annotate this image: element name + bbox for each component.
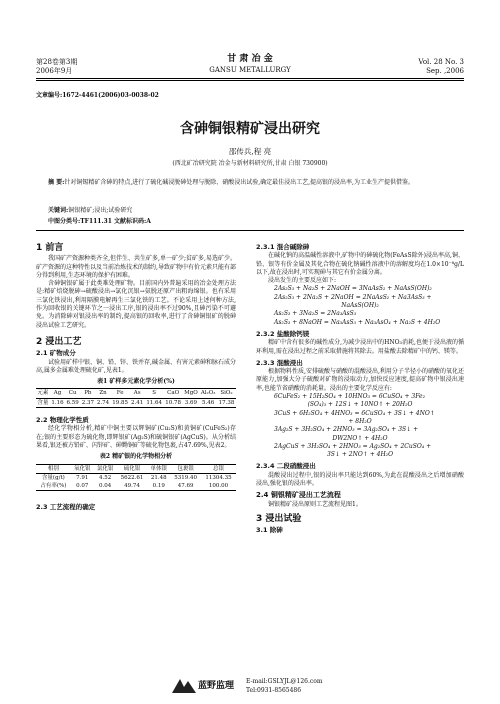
equation-8b: 3S↓ + 2NO↑ + 4H₂O <box>326 451 394 459</box>
abstract-text: 针对铜锡精矿含砷的特点,进行了硫化碱浸脱砷处理与脱除、硝酸浸出试验,确定最佳浸出工艺,提高银的浸出率,为工业生产提供借鉴。 <box>64 179 414 186</box>
abstract-rule <box>36 230 464 231</box>
table-2-row-1-cell-4: 0.19 <box>152 483 165 490</box>
section-2-1-text: 试验用矿样中银、铜、铅、锌、铁并存,碱金属、有害元素砷和脉石成分高,属多金属难处理硫化矿,见表1。 <box>36 358 236 374</box>
equation-1: 2As₂S₃ + Na₂S + 2NaOH = 3NaAsS₂ + NaAsS(OH)₂ <box>274 285 432 293</box>
equation-2b: NaAsS(OH)₂ <box>341 302 379 310</box>
table-1-cell-10: 5.46 <box>202 399 215 406</box>
table-2-header-cell-5: 包裹银 <box>177 465 194 472</box>
table-1 <box>36 388 236 408</box>
table-row <box>36 473 236 482</box>
table-2-row-0-cell-4: 21.48 <box>150 474 167 481</box>
table-2-row-0-cell-1: 7.91 <box>76 474 89 481</box>
equation-8a: 2AgCuS + 3H₂SO₄ + 2HNO₃ = Ag₂SO₄ + 2CuSO₄ + <box>274 442 432 450</box>
table-1-cell-8: 10.78 <box>165 399 181 406</box>
footer-email: E-mail:GSLYJL@126.com <box>246 678 323 685</box>
table-1-cell-2: 6.59 <box>66 399 79 406</box>
table-2-row-0-cell-5: 5319.40 <box>174 474 197 481</box>
table-2-header-cell-0: 相别 <box>47 465 59 472</box>
table-row <box>36 398 236 407</box>
table-2-row-1-cell-2: 0.04 <box>99 483 112 490</box>
table-1-header-cell-8: CaO <box>167 390 180 397</box>
section-2-3-3-text: 根据物料性质,安排硫酸与硝酸的混酸浸出,利用分子半径小的硝酸的氧化还原能力,加强大分子硫酸对矿物的浸取动力,加快反应速度,提高矿物中银浸出速率,也能节省硝酸的消耗量。浸出的主要化学反应有: <box>256 368 464 392</box>
table-2-header-cell-1: 氧化银 <box>73 465 91 472</box>
table-2-header-cell-6: 总银 <box>212 465 224 472</box>
table-2-row-1-cell-6: 100.00 <box>208 483 229 490</box>
table-1-cell-9: 3.69 <box>184 399 198 406</box>
section-2-heading: 2 浸出工艺 <box>36 336 82 347</box>
section-2-3-2-heading: 2.3.2 盐酸除钙镁 <box>256 329 310 338</box>
table-1-header-cell-4: Zn <box>99 390 107 397</box>
table-1-cell-6: 2.41 <box>131 399 144 406</box>
article-number: 文章编号:1672-4461(2006)03-0038-02 <box>36 92 159 99</box>
table-1-header-cell-5: Fe <box>116 390 124 397</box>
table-1-cell-11: 17.38 <box>218 399 235 406</box>
table-1-header-cell-10: Al₂O₃ <box>200 390 216 397</box>
section-2-4-heading: 2.4 铜银精矿浸出工艺流程 <box>256 491 341 500</box>
table-1-cell-3: 2.37 <box>81 399 94 406</box>
section-3-heading: 3 浸出试验 <box>256 513 302 524</box>
table-2 <box>36 464 236 492</box>
table-2-row-1-cell-1: 0.07 <box>76 483 89 490</box>
section-2-3-3-heading: 2.3.3 混酸浸出 <box>256 358 303 367</box>
journal-date-en: Sep. ,2006 <box>426 67 464 75</box>
table-2-row-1-cell-0: 占有率(%) <box>40 483 67 490</box>
equation-6a: 3CuS + 6H₂SO₄ + 4HNO₃ = 6CuSO₄ + 3S↓ + 4NO↑ <box>274 409 435 417</box>
table-2-header-cell-2: 氯化银 <box>96 465 114 472</box>
table-1-cell-4: 2.74 <box>96 399 110 406</box>
table-2-header-cell-4: 单体银 <box>150 465 168 472</box>
header-rule <box>36 78 464 79</box>
reactions-intro: 浸出发生的主要反应如下: <box>268 277 337 285</box>
section-2-3-1-text: 在碱化钠的高温碱性溶液中,矿物中的砷硫化物(FeAsS除外)浸出率高,铜、铅、银等有价金属及其化合物在硫化钠碱性溶液中的溶解度均在1.0×10⁻⁸g/L以下,故在浸出时,可实现砷与其它有价金属分离。 <box>256 252 464 276</box>
footer-tel: Tel:0931-8565486 <box>246 687 302 694</box>
table-1-header-cell-3: Pb <box>84 390 92 397</box>
authors: 邵传兵,程 亮 <box>228 147 272 156</box>
table-1-cell-0: 含量 <box>37 399 49 406</box>
table-1-cell-5: 19.85 <box>112 399 128 406</box>
table-1-cell-7: 11.64 <box>146 399 163 406</box>
section-2-3-4-text: 混酸浸出过程中,银的浸出率只能达到60%,为此在混酸浸出之后增加硝酸浸出,强化银的浸出率。 <box>256 471 464 488</box>
table-2-row-1-cell-5: 47.69 <box>177 483 194 490</box>
equation-7a: 3Ag₂S + 3H₂SO₄ + 2HNO₃ = 3Ag₂SO₄ + 3S↓ + <box>274 426 419 434</box>
section-2-3-1-heading: 2.3.1 混合碱除砷 <box>256 243 310 251</box>
journal-issue-cn: 第28卷第3期 <box>36 58 78 66</box>
section-2-1-heading: 2.1 矿物成分 <box>36 349 76 358</box>
table-1-header-row <box>36 389 236 398</box>
equation-6b: + 8H₂O <box>348 417 372 425</box>
affiliation: (西北矿冶研究院 冶金与新材料研究所,甘肃 白银 730900) <box>172 160 328 167</box>
keywords <box>48 207 452 215</box>
equation-5b: (SO₄)₃ + 12S↓ + 10NO↑ + 20H₂O <box>307 401 413 409</box>
paper-title: 含砷铜银精矿浸出研究 <box>180 121 320 137</box>
section-2-3-4-heading: 2.3.4 二段硝酸浸出 <box>256 462 316 471</box>
table-1-header-cell-11: SiO₂ <box>220 390 233 397</box>
journal-volume: Vol. 28 No. 3 <box>418 58 464 66</box>
table-1-header-cell-2: Cu <box>68 390 77 397</box>
table-1-cell-1: 1.16 <box>51 399 64 406</box>
keywords-text: 铜银精矿;浸出;试验研究 <box>68 207 133 214</box>
table-1-caption: 表1 矿样多元素化学分析(%) <box>97 378 175 386</box>
journal-name-en: GANSU METALLURGY <box>209 66 291 74</box>
header-rule-2 <box>36 80 464 81</box>
abstract-label: 摘 要: <box>48 179 65 186</box>
table-row <box>36 482 236 491</box>
equation-2a: 2As₂S₃ + 2Na₂S + 2NaOH = 2NaAsS₂ + Na3AsS₃ + <box>274 293 432 301</box>
right-column <box>256 240 464 536</box>
left-column <box>36 240 236 513</box>
logo-name: 蓝野监理 <box>198 681 235 691</box>
table-2-header-row <box>36 464 236 473</box>
journal-date-cn: 2006年9月 <box>36 67 73 75</box>
equation-5a: 6CuFeS₂ + 15H₂SO₄ + 10HNO₃ = 6CuSO₄ + 3Fe₂ <box>274 393 426 401</box>
table-2-row-0-cell-6: 11304.35 <box>205 474 232 481</box>
journal-name-cn: 甘 肃 冶 金 <box>227 54 273 64</box>
section-2-4-text: 铜银精矿浸出原则工艺流程见图1。 <box>268 500 362 508</box>
section-2-2-heading: 2.2 物理化学性质 <box>36 416 89 425</box>
equation-4: As₂S₃ + 8NaOH = Na₃AsS₃ + Na₃AsO₄ + Na₂S + 4H₂O <box>274 318 441 326</box>
section-1-heading: 1 前言 <box>36 243 64 253</box>
table-1-header-cell-1: Ag <box>53 390 62 397</box>
equation-3: As₂S₃ + 3Na₂S = 2Na₃AsS₃ <box>274 310 357 318</box>
table-2-row-1-cell-3: 49.74 <box>124 483 140 490</box>
intro-paragraph-1: 我国矿产资源种类齐全,但伴生、共生矿多,单一矿少;贫矿多,易选矿少。矿产资源的这种特性以及当前冶炼技术的制约,导致矿物中有价元素只能有部分得到利用,生态环境的保护有困难。 <box>36 255 236 279</box>
table-2-row-0-cell-3: 5622.61 <box>120 474 144 481</box>
table-2-header-cell-3: 硫化银 <box>123 465 141 472</box>
section-2-3-2-text: 精矿中含有很多的碱性成分,为减少浸出中的HNO₃消耗,也便于浸出液的循环利用,需在浸出过程之前采取措施将其除去。用盐酸去除精矿中的钙、镁等。 <box>256 339 464 355</box>
table-1-header-cell-9: MgO <box>184 390 198 397</box>
table-2-row-0-cell-0: 含量(g/t) <box>41 474 65 481</box>
section-2-3-heading: 2.3 工艺流程的确定 <box>36 503 96 512</box>
table-2-row-0-cell-2: 4.52 <box>99 474 112 481</box>
equation-7b: DW2NO↑ + 4H₂O <box>332 434 388 442</box>
classification: 中图分类号:TF111.31 文献标识码:A <box>48 218 151 225</box>
table-2-caption: 表2 精矿银的化学物相分析 <box>99 453 173 461</box>
section-3-1-heading: 3.1 除砷 <box>256 526 283 535</box>
section-2-2-text: 经化学物相分析,精矿中铜主要以辉铜矿(Cu₂S)和黄铜矿(CuFeS₂)存在;银的主要形态为硫化物,即辉银矿(Ag₂S)和硫铜银矿(AgCuS)。从分析结果看,银还被方铅矿、闪锌矿、砷黝铜矿等硫化物包裹,占47.69%,见表2。 <box>36 425 236 449</box>
intro-paragraph-2: 含砷铜银矿属于此类难处理矿物。目前国内外普遍采用的冶金处理方法是:精矿焙烧脱砷→硫酸浸出→氯化沉银→氨脱还原产出粗海绵银。也有采用三氯化铁浸出,利用隔膜电解再生三氯化铁的工艺。不论采用上述何种方法,作为回收银的关键环节之一浸出工序,银的浸出率不过90%,且砷污染不可避免。为消除砷对银浸出率的制约,提高银的回收率,进行了含砷铜银矿的脱砷浸出试验工艺研究。 <box>36 280 236 329</box>
table-1-header-cell-0: 元素 <box>37 390 49 397</box>
keywords-label: 关键词: <box>48 207 69 214</box>
abstract <box>48 178 452 187</box>
table-1-header-cell-7: S <box>152 390 157 397</box>
table-1-header-cell-6: As <box>133 390 141 397</box>
